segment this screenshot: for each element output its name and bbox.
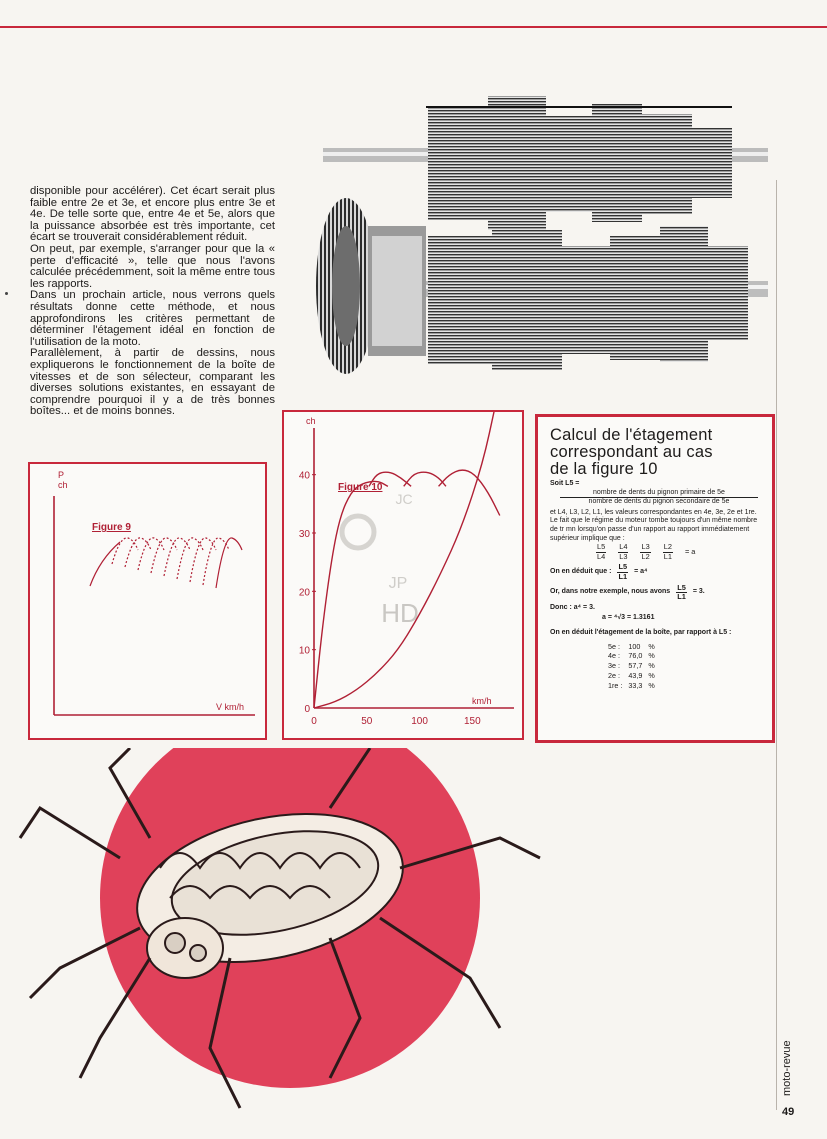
gear-power-curve — [138, 538, 164, 570]
gearbox-photo — [308, 86, 768, 396]
ratio-unit: % — [648, 651, 655, 661]
calc-numerator: nombre de dents du pignon primaire de 5e — [560, 489, 758, 499]
figure-title: Figure 9 — [92, 522, 131, 533]
calc-soit: Soit L5 = — [550, 480, 580, 487]
ratio-row — [608, 652, 659, 660]
y-tick-label: 40 — [298, 470, 310, 482]
calc-title-line-2: correspondant au cas — [550, 443, 713, 461]
print-speck — [5, 292, 8, 295]
watermark-hd: HD — [381, 598, 419, 628]
y-tick-label: 30 — [298, 529, 310, 540]
calc-para-1: et L4, L3, L2, L1, les valeurs correspondantes en 4e, 3e, 2e et 1re. — [550, 508, 757, 516]
article-text — [30, 186, 275, 418]
y-tick-label: 0 — [304, 704, 310, 715]
calc-deduction-1: On en déduit que : L5 L1 = a⁴ — [550, 562, 648, 581]
x-tick-label: 100 — [411, 716, 428, 727]
figure-10 — [282, 410, 524, 740]
ratio-gear: 1re : — [608, 680, 623, 690]
calc-example: Or, dans notre exemple, nous avons L5 L1 = 3. — [550, 582, 705, 602]
y-tick-label: 10 — [298, 645, 310, 657]
y-label-bottom: ch — [58, 480, 68, 490]
ratio-fraction: L4 L3 — [619, 542, 628, 561]
ratio-equation — [596, 543, 762, 561]
article-paragraph: disponible pour accélérer). Cet écart serait plus faible entre 2e et 3e, et encore plus entre 3e et 4e. De telle sorte que, entre 4e et 5e, alors que la puissance absorbée est très importante, cet écart se trouverait considérablement réduit. — [30, 185, 275, 244]
page-number: 49 — [782, 1106, 795, 1118]
x-label: V km/h — [216, 702, 245, 712]
ratio-value: 76,0 — [628, 651, 643, 661]
article-paragraph: Parallèlement, à partir de dessins, nous expliquerons le fonctionnement de la boîte de vitesses et de son sélecteur, comparant les diverses solutions existantes, en essayant de comprendre pourquoi il y a de très bonnes boîtes... et de moins bonnes. — [30, 347, 275, 418]
ratio-fraction: $\frac{L2}{L1}$ — [663, 542, 672, 561]
calc-denominator: nombre de dents du pignon secondaire de 5e — [588, 498, 730, 506]
ratio-row — [608, 682, 659, 690]
ratio-value: 57,7 — [628, 661, 643, 671]
ratio-gear: 5e : — [608, 641, 620, 651]
calc-donc: Donc : a⁴ = 3. — [550, 603, 595, 611]
gearbox-creature-illustration — [0, 748, 560, 1138]
ratio-value: 100 — [628, 641, 641, 651]
figure-9 — [28, 462, 267, 740]
magazine-name: moto-revue — [781, 1040, 793, 1096]
ratio-row — [608, 672, 659, 680]
ratio-gear: 4e : — [608, 651, 620, 661]
calc-title-line-3: de la figure 10 — [550, 460, 658, 478]
ratio-gear: 2e : — [608, 670, 620, 680]
calc-para-2: Le fait que le régime du moteur tombe toujours d'un même nombre de tr mn lorsqu'on passe d'un rapport au rapport immédiatement supérieur implique que : — [550, 517, 758, 542]
ratio-row — [608, 643, 659, 651]
ratio-unit: % — [648, 641, 655, 651]
power-curves — [90, 538, 242, 588]
figure-title: Figure 10 — [338, 482, 383, 493]
calc-deduction-2: On en déduit l'étagement de la boîte, par rapport à L5 : — [550, 628, 732, 636]
calc-title-line-1: Calcul de l'étagement — [550, 426, 713, 444]
y-tick-label: 20 — [298, 587, 310, 599]
ratio-gear: 3e : — [608, 661, 620, 671]
watermark-jp: JP — [388, 575, 408, 592]
gear-power-curve — [112, 538, 138, 564]
article-paragraph: Dans un prochain article, nous verrons quels résultats donne cette méthode, et nous approfondirons les critères permettant de déterminer l'étagement idéal en fonction de l'utilisation de la moto. — [30, 289, 275, 348]
watermark-jc: JC — [395, 491, 413, 507]
calculation-box — [535, 414, 775, 743]
ratio-unit: % — [648, 661, 655, 671]
column-rule — [776, 180, 777, 1110]
gear-ratio-table — [606, 641, 661, 692]
ratio-unit: % — [648, 670, 655, 680]
y-label: ch — [306, 416, 316, 426]
ratio-value: 43,9 — [628, 670, 643, 680]
gear-power-curve — [177, 538, 203, 579]
ratio-fraction: L3 L2 — [641, 542, 650, 561]
watermark-ring — [342, 516, 374, 548]
upper-gear-stack — [426, 96, 732, 230]
power-curve — [90, 542, 120, 586]
figure-10-chart — [284, 412, 522, 738]
y-label-top: P — [58, 470, 65, 480]
x-tick-label: 0 — [311, 716, 317, 727]
chart-series — [314, 412, 500, 708]
ratio-unit: % — [648, 680, 655, 690]
article-paragraph: On peut, par exemple, s'arranger pour que la « perte d'efficacité », telle que nous l'avons calculée précédemment, soit la même entre tous les rapports. — [30, 242, 275, 290]
calc-root: a = ⁴√3 = 1.3161 — [602, 614, 655, 622]
figure-9-chart — [30, 464, 265, 738]
gear-power-curve — [216, 538, 242, 588]
header-rule — [0, 26, 827, 28]
ratio-row — [608, 662, 659, 670]
x-tick-label: 150 — [463, 716, 481, 727]
calc-body — [550, 480, 762, 691]
ratio-fraction: L5 L4 — [597, 542, 606, 561]
ratio-result: = a — [684, 546, 696, 556]
resistance-curve — [314, 412, 496, 708]
ratio-value: 33,3 — [628, 680, 643, 690]
power-curve — [439, 470, 500, 515]
x-label: km/h — [472, 696, 492, 706]
x-tick-label: 50 — [361, 716, 373, 727]
